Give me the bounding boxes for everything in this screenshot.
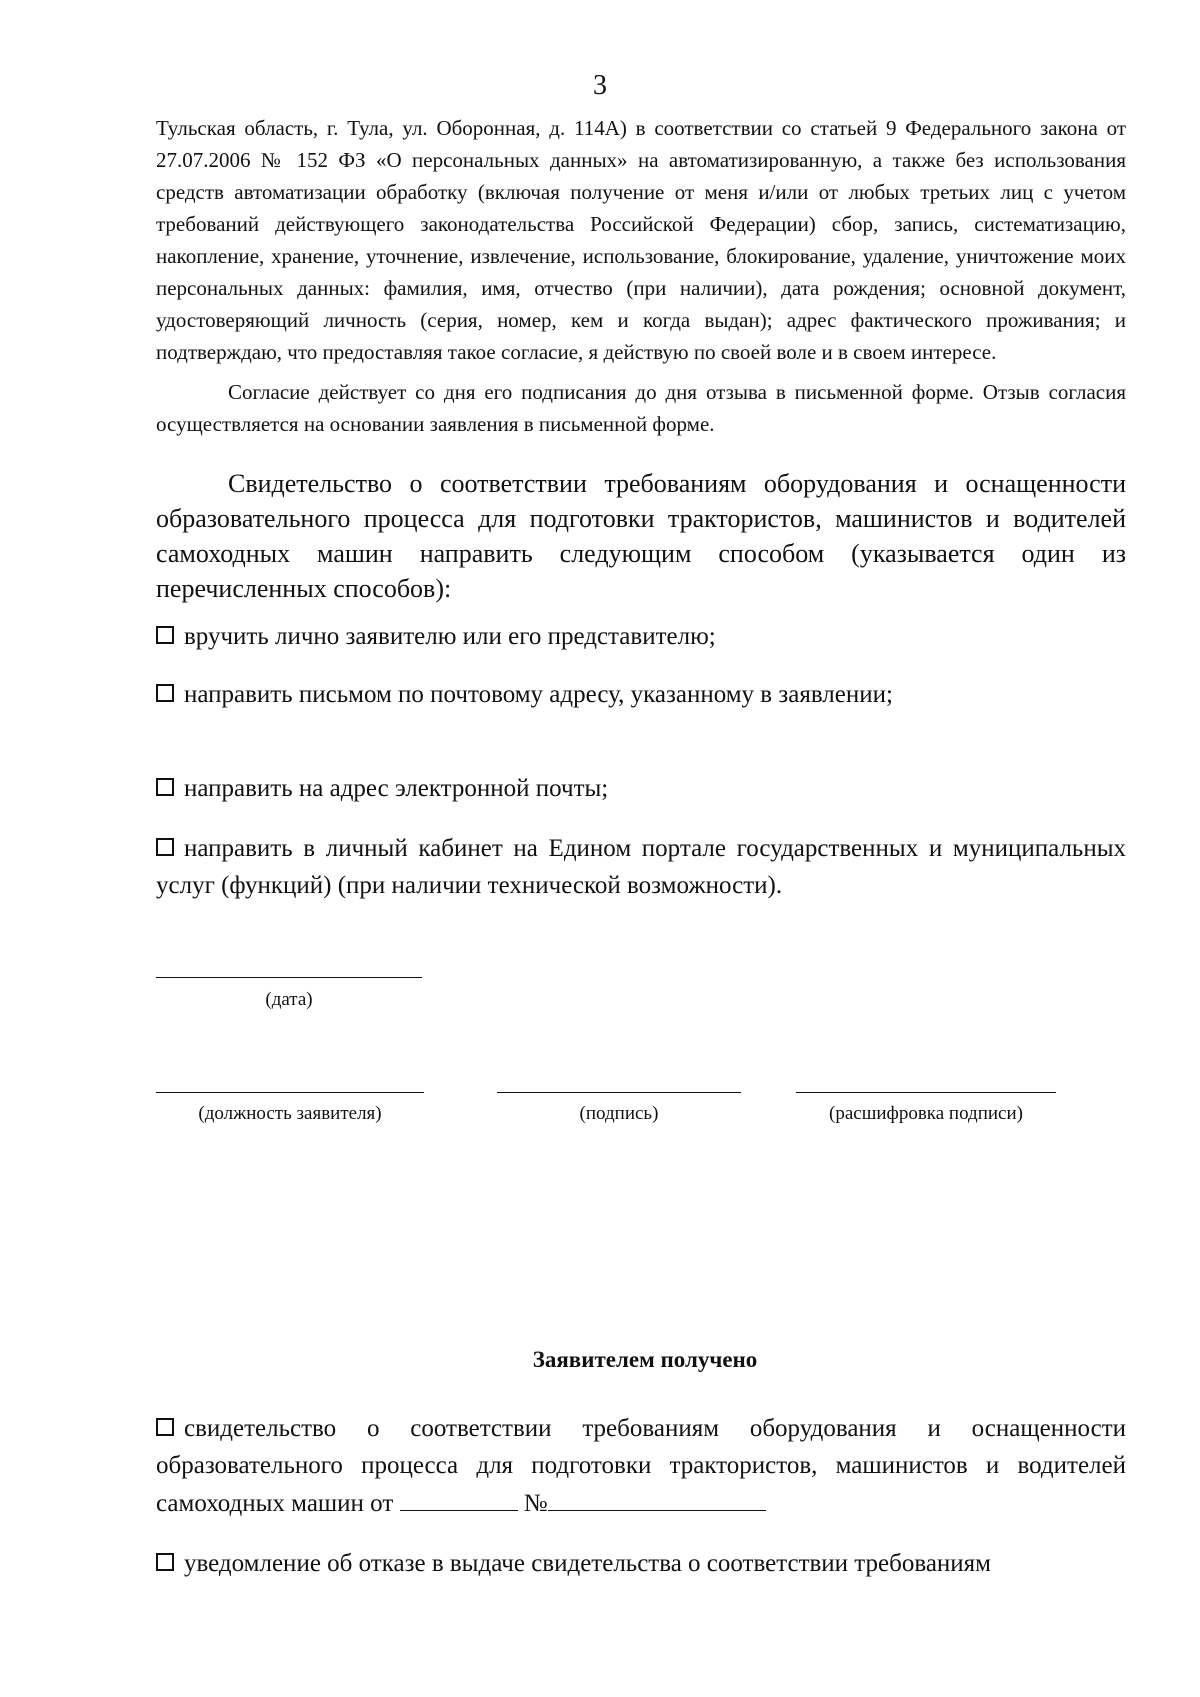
option-email-label: направить на адрес электронной почты; <box>184 775 609 802</box>
signature-line[interactable] <box>497 1092 741 1093</box>
option-mail-label: направить письмом по почтовому адресу, указанному в заявлении; <box>184 681 893 708</box>
page-number: 3 <box>593 70 607 101</box>
date-label: (дата) <box>265 989 313 1010</box>
option-in-person <box>156 618 1126 655</box>
option-portal <box>156 830 1126 904</box>
received-item-certificate <box>156 1410 1126 1522</box>
option-mail <box>156 676 1126 713</box>
received-item-certificate-text: свидетельство о соответствии требованиям оборудования и оснащенности образовательного процесса для подготовки трактористов, машинистов и водителей самоходных машин от <box>156 1415 1126 1517</box>
received-item-refusal <box>156 1545 1126 1582</box>
checkbox-refusal-received[interactable] <box>156 1553 174 1571</box>
date-line[interactable] <box>156 977 422 978</box>
position-label: (должность заявителя) <box>198 1103 382 1124</box>
checkbox-certificate-received[interactable] <box>156 1418 174 1436</box>
option-portal-label: направить в личный кабинет на Едином портале государственных и муниципальных услуг (функций) (при наличии технической возможности). <box>156 835 1126 899</box>
decoding-line[interactable] <box>796 1092 1056 1093</box>
checkbox-portal[interactable] <box>156 838 174 856</box>
option-in-person-label: вручить лично заявителю или его представителю; <box>184 623 716 650</box>
checkbox-in-person[interactable] <box>156 626 174 644</box>
delivery-intro: Свидетельство о соответствии требованиям оборудования и оснащенности образовательного процесса для подготовки трактористов, машинистов и водителей самоходных машин направить следующим способом (указывается один из перечисленных способов): <box>156 469 1126 603</box>
certificate-date-blank[interactable] <box>400 1484 518 1511</box>
consent-paragraph-2: Согласие действует со дня его подписания до дня отзыва в письменной форме. Отзыв согласия осуществляется на основании заявления в письменной форме. <box>156 380 1126 436</box>
received-heading: Заявителем получено <box>532 1347 758 1372</box>
decoding-label: (расшифровка подписи) <box>829 1103 1023 1124</box>
checkbox-email[interactable] <box>156 778 174 796</box>
signature-label: (подпись) <box>579 1103 659 1124</box>
certificate-number-blank[interactable] <box>548 1484 766 1511</box>
position-line[interactable] <box>156 1092 424 1093</box>
received-item-refusal-text: уведомление об отказе в выдаче свидетельства о соответствии требованиям <box>184 1550 991 1577</box>
certificate-number-sign: № <box>523 1490 548 1517</box>
option-email <box>156 770 1126 807</box>
checkbox-mail[interactable] <box>156 684 174 702</box>
consent-paragraph-1: Тульская область, г. Тула, ул. Оборонная, д. 114А) в соответствии со статьей 9 Федерального закона от 27.07.2006 № 152 ФЗ «О персональных данных» на автоматизированную, а также без использования средств автоматизации обработку (включая получение от меня и/или от любых третьих лиц с учетом требований действующего законодательства Российской Федерации) сбор, запись, систематизацию, накопление, хранение, уточнение, извлечение, использование, блокирование, удаление, уничтожение моих персональных данных: фамилия, имя, отчество (при наличии), дата рождения; основной документ, удостоверяющий личность (серия, номер, кем и когда выдан); адрес фактического проживания; и подтверждаю, что предоставляя такое согласие, я действую по своей воле и в своем интересе. <box>156 116 1126 364</box>
